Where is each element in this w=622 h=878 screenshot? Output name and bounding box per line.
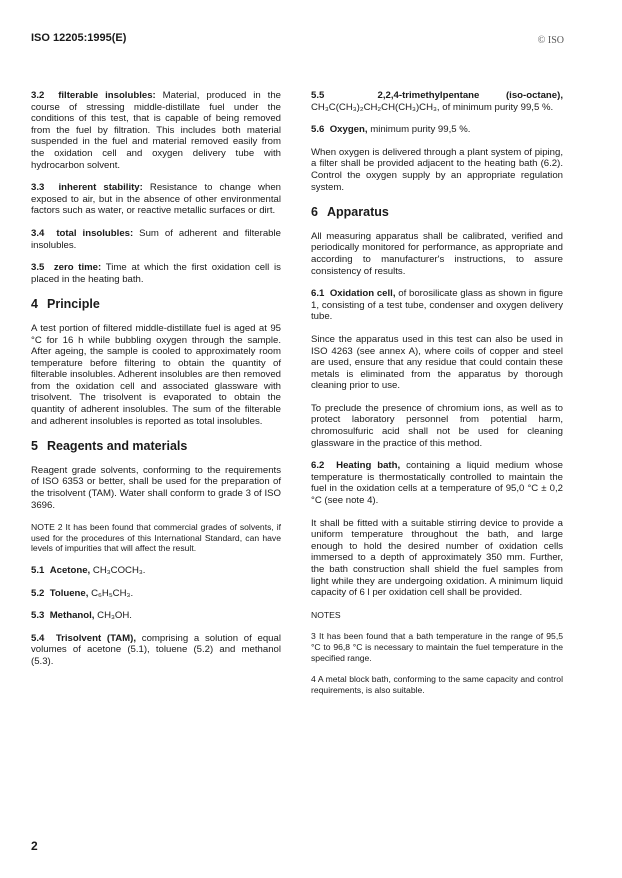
definition-3-5: 3.5 zero time: Time at which the first oxidation cell is placed in the heating bath. [31,262,281,285]
apparatus-6-1: 6.1 Oxidation cell, of borosilicate glass as shown in figure 1, consisting of a test tube, condenser and oxygen delivery tube. [311,288,563,323]
apparatus-6-2: 6.2 Heating bath, containing a liquid medium whose temperature is thermostatically controlled to maintain the fuel in the oxidation cells at a temperature of 95,0 °C ± 0,2 °C (see note 4). [311,460,563,507]
section-heading-reagents: 5 Reagents and materials [31,439,188,454]
left-column [31,90,281,679]
note-4: 4 A metal block bath, conforming to the same capacity and control requirements, is also suitable. [311,674,563,695]
note-3: 3 It has been found that a bath temperature in the range of 95,5 °C to 96,8 °C is necessary to maintain the fuel temperature in the specified range. [311,631,563,663]
heating-bath-paragraph: It shall be fitted with a suitable stirring device to provide a uniform temperature throughout the bath, and large enough to hold the desired number of oxidation cells immersed to a depth of approximately 350 mm. Further, the bath construction shall shield the fuel samples from light while they are undergoing oxidation. A minimum liquid capacity of 6 l per oxidation cell shall be provided. [311,517,563,599]
oxidation-cell-paragraph-1: Since the apparatus used in this test can also be used in ISO 4263 (see annex A), where coils of copper and steel are used, ensure that any residue that could contain these metals is eliminated from the apparatus by thorough cleaning prior to use. [311,333,563,392]
section-heading-principle: 4 Principle [31,297,100,312]
principle-text: A test portion of filtered middle-distillate fuel is aged at 95 °C for 16 h while bubbling oxygen through the sample. After ageing, the sample is cooled to approximately room temperature before filtering to obtain the quantity of filterable insolubles. Adherent insolubles are then removed from the oxidation cell and associated glassware with trisolvent. The trisolvent is evaporated to obtain the quantity of adherent insolubles. The sum of the filterable and adherent insolubles is reported as total insolubles. [31,322,281,427]
definition-3-4: 3.4 total insolubles: Sum of adherent and filterable insolubles. [31,227,281,251]
reagent-5-2: 5.2 Toluene, C₆H₅CH₃. [31,587,134,599]
definition-3-2: 3.2 filterable insolubles: Material, produced in the course of stressing middle-distillate fuel under the conditions of this test, that is capable of being removed from the fuel by filtration. This includes both material suspended in the fuel and material removed easily from the oxidation cell and oxygen delivery tube with hydrocarbon solvent. [31,90,281,171]
reagent-5-6: 5.6 Oxygen, minimum purity 99,5 %. [311,124,471,136]
oxygen-paragraph: When oxygen is delivered through a plant system of piping, a filter shall be provided adjacent to the heating bath (6.2). Control the oxygen supply by an appropriate regulation system. [311,146,563,193]
document-id: ISO 12205:1995(E) [31,32,127,44]
reagents-text: Reagent grade solvents, conforming to the requirements of ISO 6353 or better, shall be used for the preparation of the trisolvent (TAM). Water shall conform to grade 3 of ISO 3696. [31,464,281,511]
oxidation-cell-paragraph-2: To preclude the presence of chromium ions, as well as to protect laboratory personnel from potential harm, chromosulfuric acid shall not be used for cleaning glassware in the practice of this method. [311,402,563,449]
apparatus-text: All measuring apparatus shall be calibrated, verified and periodically monitored for performance, as appropriate and according to manufacturer's instructions, to assure consistency of results. [311,230,563,277]
page-number: 2 [31,839,38,853]
right-column [311,90,563,706]
reagent-5-1: 5.1 Acetone, CH₃COCH₃. [31,565,146,576]
notes-label: NOTES [311,609,341,620]
reagent-5-4: 5.4 Trisolvent (TAM), comprising a solution of equal volumes of acetone (5.1), toluene (5.2) and methanol (5.3). [31,632,281,667]
copyright-mark: © ISO [537,35,564,46]
reagent-5-3: 5.3 Methanol, CH₃OH. [31,610,132,622]
note-2: NOTE 2 It has been found that commercial grades of solvents, if used for the procedures of this International Standard, can have levels of impurities that will affect the result. [31,522,281,554]
reagent-5-5: 5.5 2,2,4-trimethylpentane (iso-octane), CH₃C(CH₃)₂CH₂CH(CH₃)CH₃, of minimum purity 99,5 %. [311,90,563,113]
definition-3-3: 3.3 inherent stability: Resistance to change when exposed to air, but in the absence of other environmental factors such as water, or reactive metallic surfaces or dirt. [31,182,281,217]
section-heading-apparatus: 6 Apparatus [311,205,389,220]
